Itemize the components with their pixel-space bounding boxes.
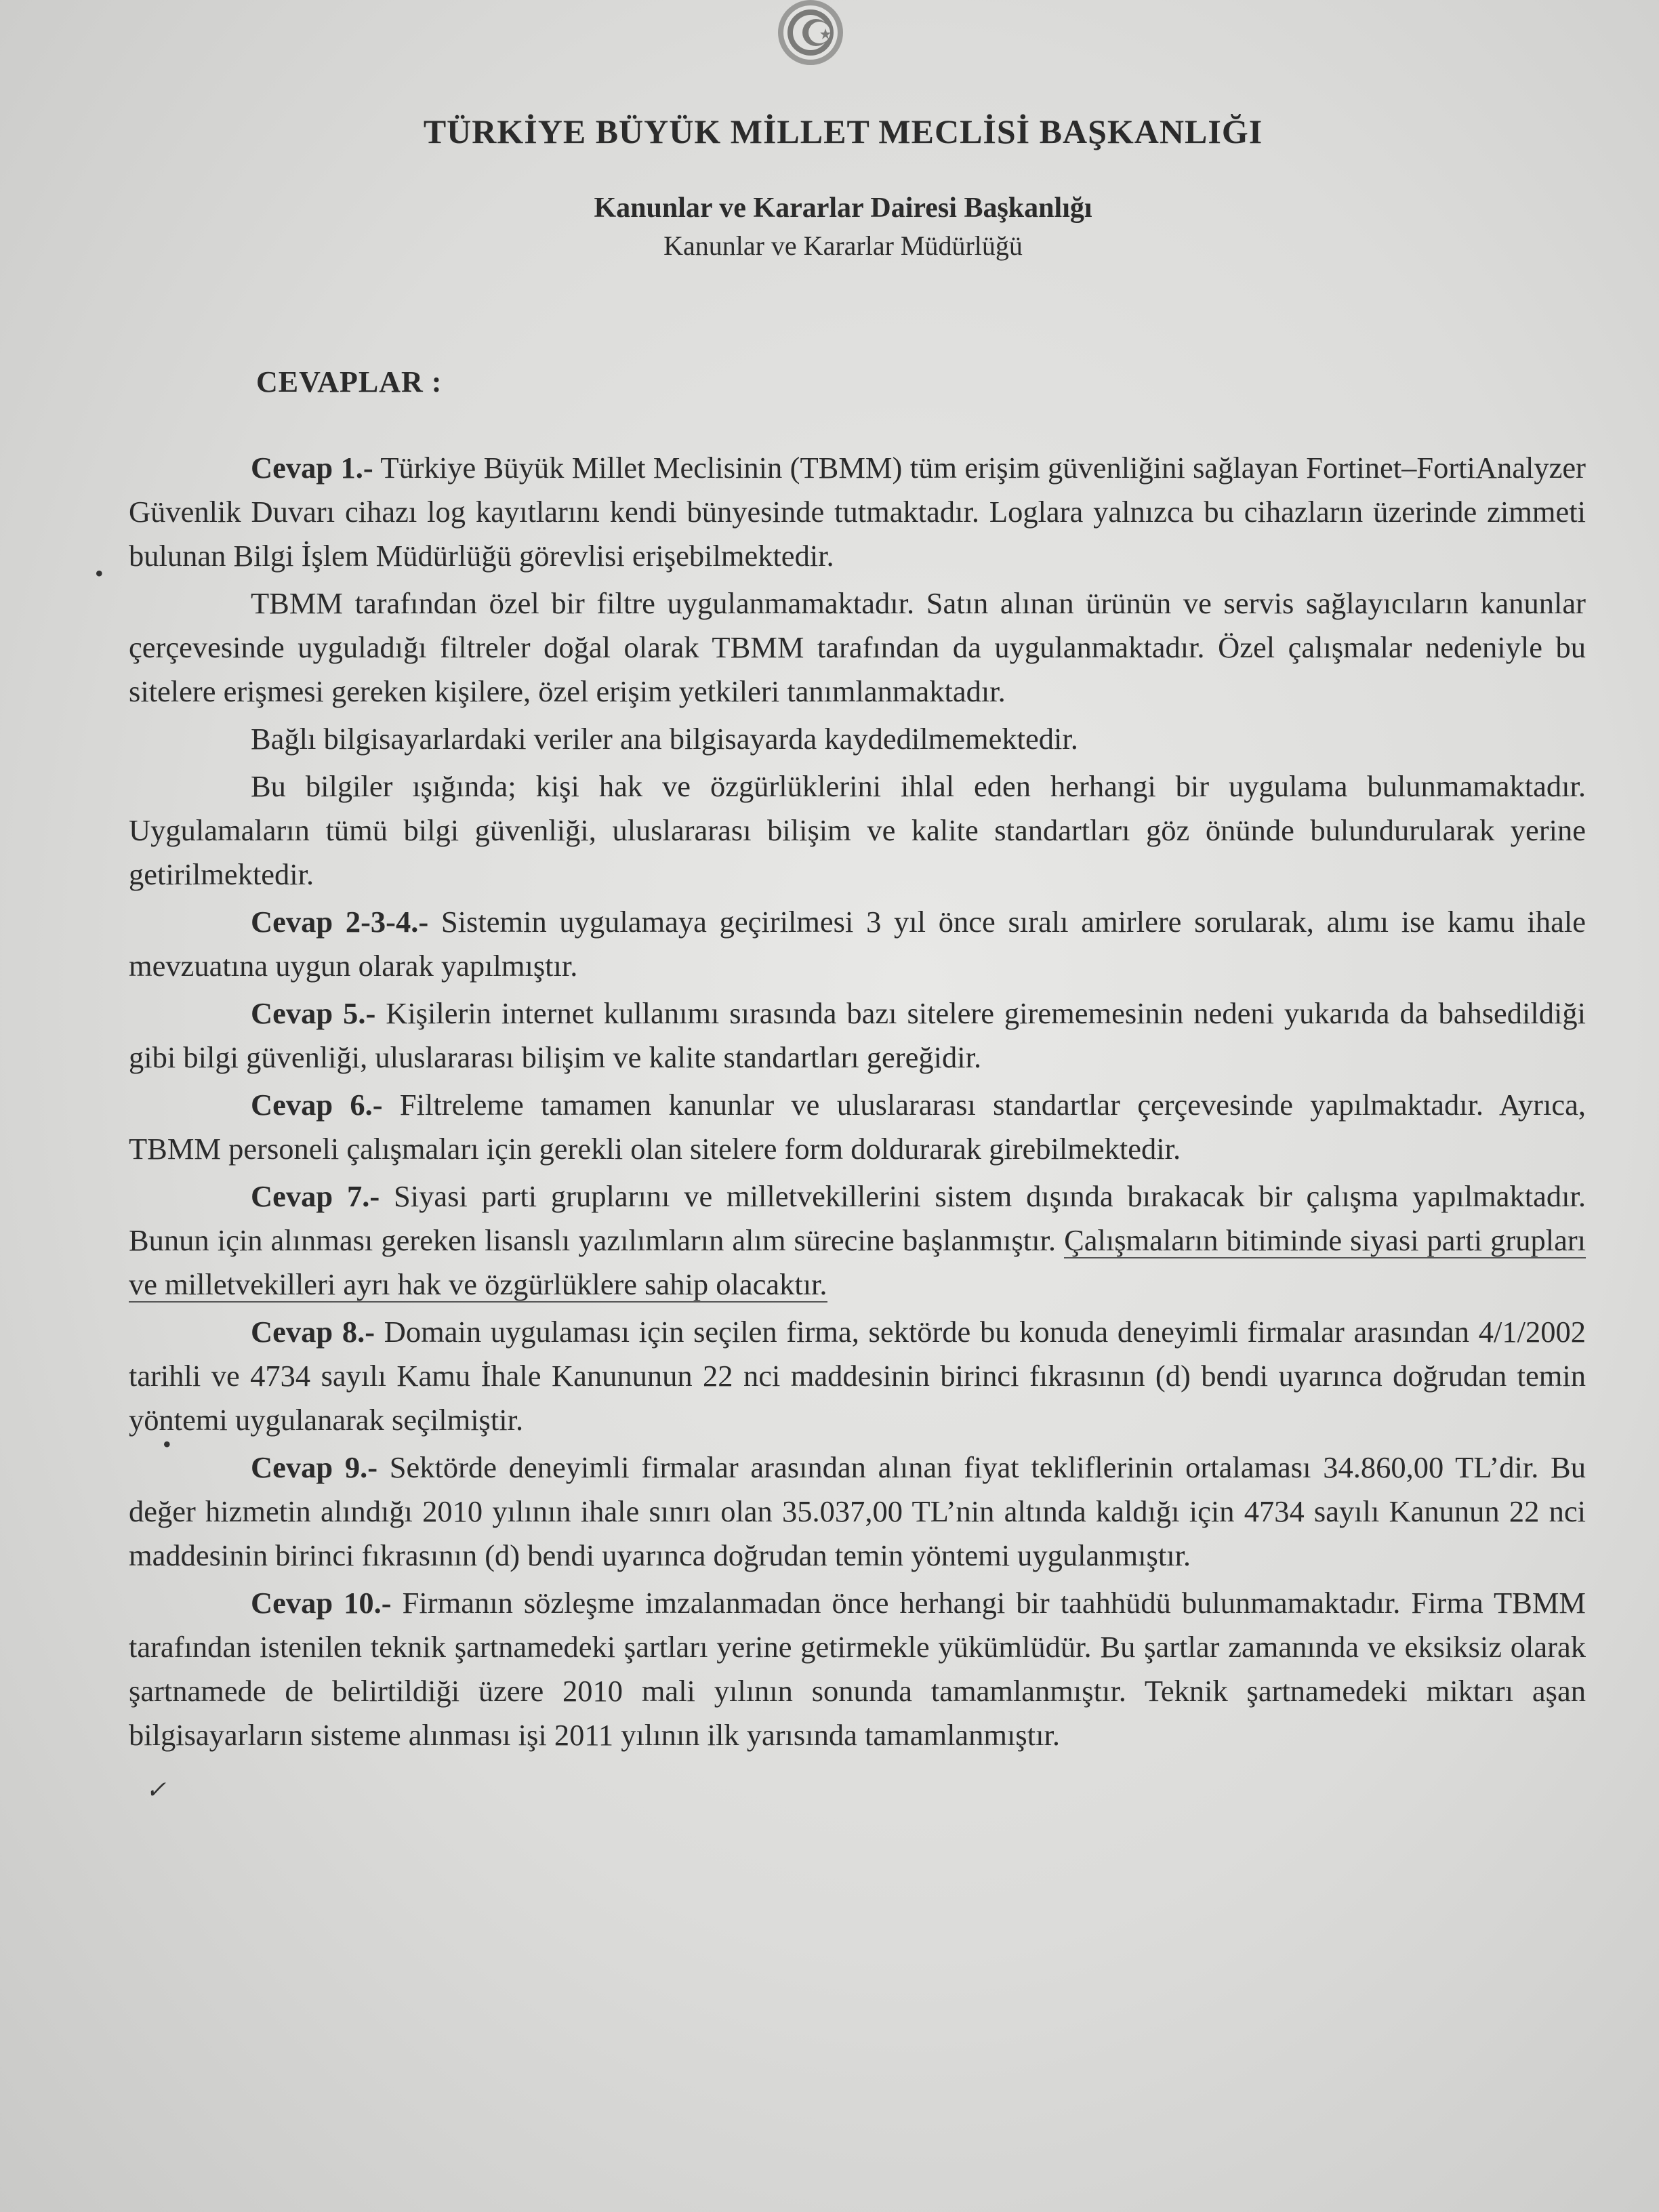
- department-title: Kanunlar ve Kararlar Dairesi Başkanlığı: [594, 192, 1092, 224]
- answer-label: Cevap 2-3-4.-: [251, 905, 429, 939]
- answer-paragraph: [129, 446, 1586, 578]
- directorate-title: Kanunlar ve Kararlar Müdürlüğü: [663, 230, 1023, 261]
- answer-label: Cevap 8.-: [251, 1315, 375, 1349]
- answer-paragraph: [129, 764, 1586, 897]
- answer-label: Cevap 1.-: [251, 451, 373, 485]
- answer-text: Domain uygulaması için seçilen firma, sektörde bu konuda deneyimli firmalar arasından 4/1/2002 tarihli ve 4734 sayılı Kamu İhale Kanununun 22 nci maddesinin birinci fıkrasının (d) bendi uyarınca doğrudan temin yöntemi uygulanarak seçilmiştir.: [129, 1315, 1586, 1437]
- answer-label: Cevap 6.-: [251, 1088, 383, 1122]
- letterhead: [0, 112, 1659, 262]
- answer-text: Sektörde deneyimli firmalar arasından alınan fiyat tekliflerinin ortalaması 34.860,00 TL’dir. Bu değer hizmetin alındığı 2010 yılının ihale sınırı olan 35.037,00 TL’nin altında kaldığı için 4734 sayılı Kanunun 22 nci maddesinin birinci fıkrasının (d) bendi uyarınca doğrudan temin yöntemi uygulanmıştır.: [129, 1450, 1586, 1572]
- answer-paragraph: [129, 1174, 1586, 1307]
- answer-paragraph: [129, 581, 1586, 714]
- answer-label: Cevap 9.-: [251, 1450, 378, 1484]
- answer-text: Bu bilgiler ışığında; kişi hak ve özgürlüklerini ihlal eden herhangi bir uygulama bulunmamaktadır. Uygulamaların tümü bilgi güvenliği, uluslararası bilişim ve kalite standartları göz önünde bulundurularak yerine getirilmektedir.: [129, 769, 1586, 891]
- answer-label: Cevap 5.-: [251, 996, 376, 1030]
- answer-text: TBMM tarafından özel bir filtre uygulanmamaktadır. Satın alınan ürünün ve servis sağlayıcıların kanunlar çerçevesinde uyguladığı filtreler doğal olarak TBMM tarafından da uygulanmaktadır. Özel çalışmalar nedeniyle bu sitelere erişmesi gereken kişilere, özel erişim yetkileri tanımlanmaktadır.: [129, 586, 1586, 708]
- answer-text: Siyasi parti gruplarını ve milletvekillerini sistem dışında bırakacak bir çalışma yapılmaktadır. Bunun için alınması gereken lisanslı yazılımların alım sürecine başlanmıştır.: [129, 1179, 1586, 1257]
- institution-title: TÜRKİYE BÜYÜK MİLLET MECLİSİ BAŞKANLIĞI: [423, 112, 1263, 150]
- answer-text: Filtreleme tamamen kanunlar ve uluslararası standartlar çerçevesinde yapılmaktadır. Ayrıca, TBMM personeli çalışmaları için gerekli olan sitelere form doldurarak girebilmektedir.: [129, 1088, 1586, 1166]
- answer-label: Cevap 10.-: [251, 1586, 392, 1620]
- answer-text: Bağlı bilgisayarlardaki veriler ana bilgisayarda kaydedilmemektedir.: [251, 722, 1078, 756]
- margin-mark: •: [163, 1431, 171, 1458]
- answer-paragraph: [129, 1446, 1586, 1578]
- answers-body: [129, 446, 1586, 1761]
- margin-mark: ✓: [146, 1776, 167, 1803]
- answer-paragraph: [129, 991, 1586, 1080]
- answer-paragraph: [129, 1310, 1586, 1442]
- section-title: CEVAPLAR :: [256, 365, 443, 398]
- answer-paragraph: [129, 1083, 1586, 1171]
- margin-mark: •: [95, 560, 104, 587]
- answer-paragraph: [129, 900, 1586, 988]
- tbmm-seal-icon: [754, 0, 867, 88]
- answer-text: Türkiye Büyük Millet Meclisinin (TBMM) tüm erişim güvenliğini sağlayan Fortinet–FortiAnalyzer Güvenlik Duvarı cihazı log kayıtlarını kendi bünyesinde tutmaktadır. Loglara yalnızca bu cihazların üzerinde zimmeti bulunan Bilgi İşlem Müdürlüğü görevlisi erişebilmektedir.: [129, 451, 1586, 573]
- answer-paragraph: [129, 1581, 1586, 1757]
- answer-text: Kişilerin internet kullanımı sırasında bazı sitelere girememesinin nedeni yukarıda da bahsedildiği gibi bilgi güvenliği, uluslararası bilişim ve kalite standartları gereğidir.: [129, 996, 1586, 1074]
- answer-label: Cevap 7.-: [251, 1179, 380, 1213]
- answer-text: Sistemin uygulamaya geçirilmesi 3 yıl önce sıralı amirlere sorularak, alımı ise kamu ihale mevzuatına uygun olarak yapılmıştır.: [129, 905, 1586, 983]
- underlined-sentence: Çalışmaların bitiminde siyasi parti grupları ve milletvekilleri ayrı hak ve özgürlüklere sahip olacaktır.: [129, 1223, 1586, 1301]
- answer-paragraph: [129, 717, 1586, 761]
- answer-text: Firmanın sözleşme imzalanmadan önce herhangi bir taahhüdü bulunmamaktadır. Firma TBMM tarafından istenilen teknik şartnamedeki şartları yerine getirmekle yükümlüdür. Bu şartlar zamanında ve eksiksiz olarak şartnamede de belirtildiği üzere 2010 mali yılının sonunda tamamlanmıştır. Teknik şartnamedeki miktarı aşan bilgisayarların sisteme alınması işi 2011 yılının ilk yarısında tamamlanmıştır.: [129, 1586, 1586, 1752]
